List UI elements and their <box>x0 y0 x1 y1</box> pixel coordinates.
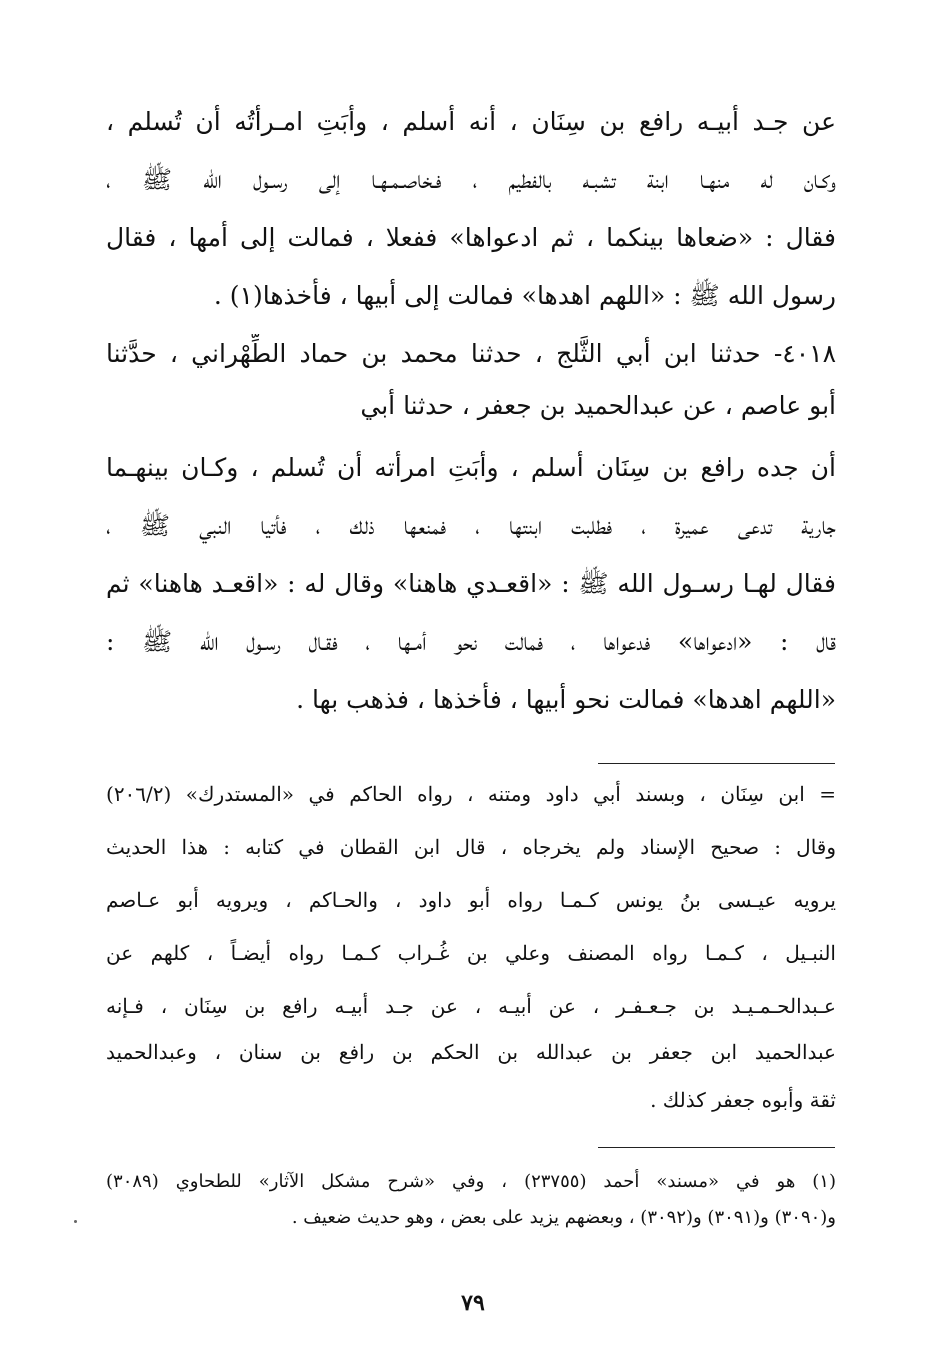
footnote-line: وقال : صحيح الإسناد ولم يخرجاه ، قال ابن القطان في كتابه : هذا الحديث <box>106 835 836 859</box>
footnote-separator <box>598 763 835 764</box>
text-line: رسول الله ﷺ : «اللهم اهدها» فمالت إلى أبيها ، فأخذها(١) . <box>213 281 836 310</box>
footnote-line: عـبدالحـمـيـد بن جـعـفـر ، عن أبيـه ، عن جـد أبيـه رافع بن سِنَان ، فـإنه <box>106 994 836 1018</box>
footnote-line: ثقة وأبوه جعفر كذلك . <box>650 1088 836 1112</box>
footnote-line: النبـيل ، كـمـا رواه المصنف وعلي بن غُـراب كـمـا رواه أيضـاً ، كلهم عن <box>106 941 836 965</box>
footnote-line: يرويه عيـسى بنُ يونس كـمـا رواه أبو داود ، والحـاكم ، ويرويه أبو عـاصم <box>106 888 836 912</box>
text-line: فقال : «ضعاها بينكما ، ثم ادعواها» ففعلا ، فمالت إلى أمها ، فقال <box>106 223 836 252</box>
text-line: عن جـد أبيـه رافع بن سِنَان ، أنه أسلم ، وأبَتِ امـرأتُه أن تُسلم ، <box>106 107 836 136</box>
footnote-line: عبدالحميد ابن جعفر بن عبدالله بن الحكم بن رافع بن سنان ، وعبدالحميد <box>106 1040 836 1064</box>
scan-speck <box>74 1220 77 1223</box>
page-number: ٧٩ <box>461 1290 485 1316</box>
text-line: «اللهم اهدها» فمالت نحو أبيها ، فأخذها ، فذهب بها . <box>296 685 836 714</box>
footnote-1: (١) هو في «مسند» أحمد (٢٣٧٥٥) ، وفي «شرح مشكل الآثار» للطحاوي (٣٠٨٩) <box>106 1171 836 1192</box>
hadith-chain-line: أبو عاصم ، عن عبدالحميد بن جعفر ، حدثنا أبي <box>360 391 836 420</box>
footnote-line: = ابن سِنَان ، وبسند أبي داود ومتنه ، رواه الحاكم في «المستدرك» (٢٠٦/٢) <box>106 782 836 806</box>
text-line: وكـان له منهـا ابنة تشبـه بالفطيم ، فـخاصـمـهـا إلى رسـول الله ﷺ ، <box>106 165 836 194</box>
text-line: فقال لهـا رسـول الله ﷺ : «اقعـدي هاهنا» وقال له : «اقعـد هاهنا» ثم <box>106 569 836 598</box>
footnote-separator <box>598 1147 835 1148</box>
text-line: قال : «ادعواها» فدعواها ، فمالت نحو أمـها ، فقـال رسـول الله ﷺ : <box>106 627 836 656</box>
hadith-chain-line: ٤٠١٨- حدثنا ابن أبي الثَّلج ، حدثنا محمد بن حماد الطِّهْراني ، حدَّثنا <box>106 339 836 368</box>
footnote-1-continued: و(٣٠٩٠) و(٣٠٩١) و(٣٠٩٢) ، وبعضهم يزيد على بعض ، وهو حديث ضعيف . <box>291 1207 836 1228</box>
text-line: جارية تدعى عميرة ، فطلبت ابنتها ، فمنعها ذلك ، فأتيا النبي ﷺ ، <box>106 511 836 540</box>
text-line: أن جده رافع بن سِنَان أسلم ، وأبَتِ امرأته أن تُسلم ، وكـان بينهـما <box>106 453 836 482</box>
